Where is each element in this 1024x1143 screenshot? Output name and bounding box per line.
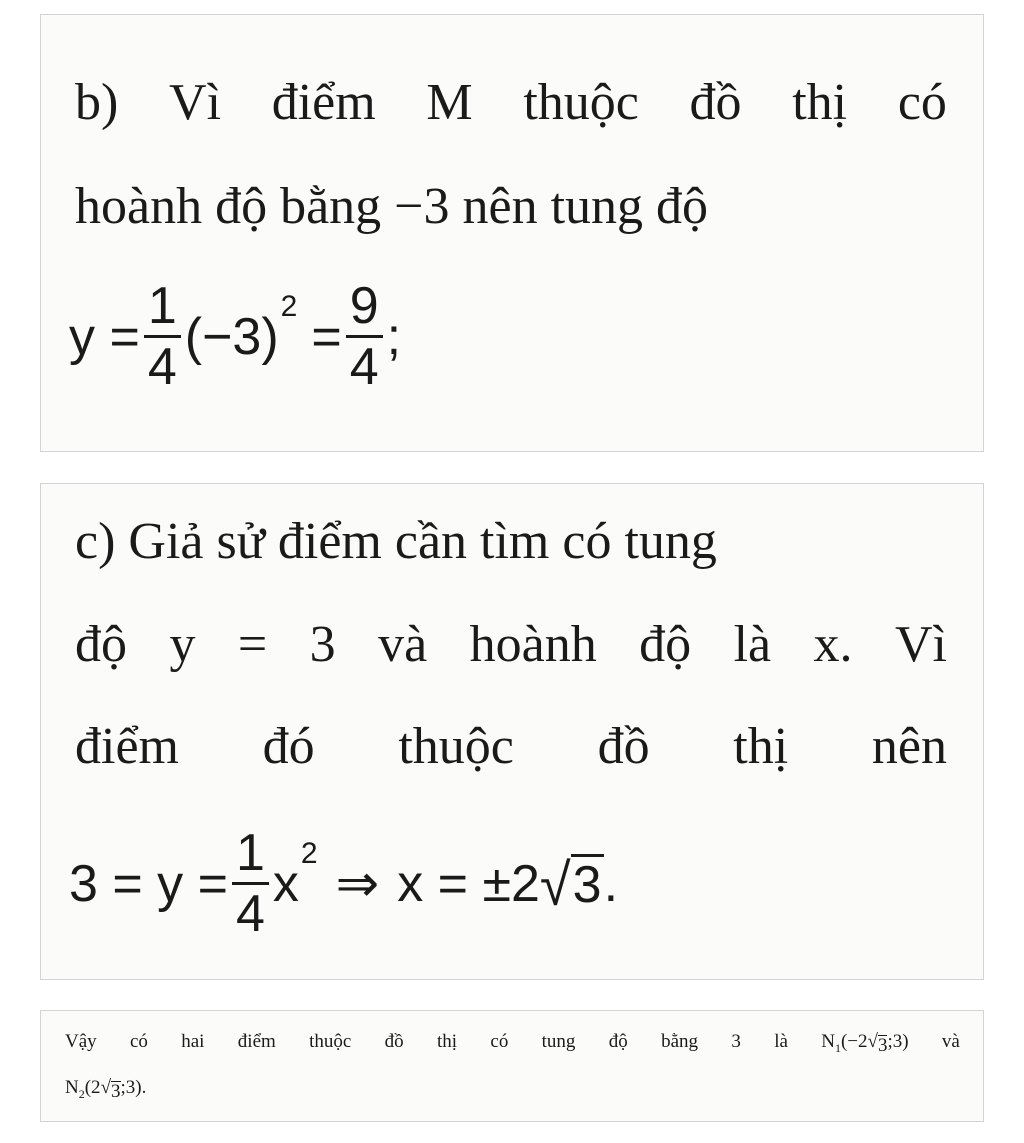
word: đó [262, 718, 315, 775]
part-c-line-2 [75, 615, 947, 675]
word: b) [75, 74, 119, 131]
fraction-nine-quarters [346, 277, 383, 396]
eq-lhs: 3 = y = [69, 854, 228, 913]
word: là [774, 1031, 788, 1052]
numerator: 9 [349, 277, 379, 335]
word: đồ [597, 718, 650, 775]
word: hai [181, 1031, 205, 1052]
conclusion-note [40, 1010, 984, 1122]
point-label: N [65, 1077, 79, 1098]
eq-tail: . [603, 854, 619, 913]
point-n1 [821, 1029, 908, 1061]
exponent: 2 [280, 289, 298, 323]
eq-var: x [272, 854, 299, 913]
point-subscript: 1 [834, 1040, 841, 1055]
point-coord-close: ;3) [887, 1031, 909, 1052]
word: thuộc [523, 74, 639, 131]
word: thị [733, 718, 789, 775]
word: nên [871, 718, 947, 775]
word: độ [608, 1031, 628, 1052]
point-label: N [821, 1031, 835, 1052]
numerator: 1 [147, 277, 177, 335]
part-b-line-1 [75, 73, 947, 133]
square-root [539, 851, 604, 918]
denominator: 4 [349, 338, 379, 396]
point-subscript: 2 [78, 1086, 85, 1101]
word: Vậy [65, 1031, 97, 1052]
word: Vì [894, 616, 947, 673]
fraction-one-quarter [232, 824, 269, 943]
part-c-line-3 [75, 717, 947, 777]
point-coord-open: (2 [84, 1077, 101, 1098]
word: thuộc [398, 718, 514, 775]
denominator: 4 [236, 885, 265, 943]
part-c-equation [69, 824, 618, 943]
word: 3 [731, 1031, 741, 1052]
part-c-line-1: c) Giả sử điểm cần tìm có tung [75, 513, 717, 570]
word: x. [813, 616, 853, 673]
word: độ [75, 616, 127, 673]
word: điểm [271, 74, 376, 131]
square-root [101, 1075, 121, 1101]
eq-rhs: x = ±2 [397, 854, 540, 913]
part-c-card [40, 483, 984, 980]
radicand: 3 [111, 1081, 121, 1102]
word: điểm [75, 718, 179, 775]
part-b-card [40, 14, 984, 452]
part-b-equation [69, 277, 401, 396]
word: có [129, 1031, 148, 1052]
word: thị [792, 74, 848, 131]
radical-sign: √ [539, 851, 571, 918]
word: Vì [169, 74, 222, 131]
radical-sign: √ [867, 1031, 878, 1052]
part-b-line-2: hoành độ bằng −3 nên tung độ [75, 178, 709, 235]
word: y [169, 616, 196, 673]
point-coord-open: (−2 [840, 1031, 868, 1052]
word: độ [639, 616, 692, 673]
word: tung [541, 1031, 576, 1052]
eq-lhs: y = [69, 307, 140, 366]
eq-equals: = [311, 307, 342, 366]
numerator: 1 [236, 824, 265, 882]
word: là [733, 616, 772, 673]
radicand: 3 [572, 856, 602, 914]
word: có [897, 74, 947, 131]
word: thuộc [309, 1031, 352, 1052]
implies-symbol: ⇒ [335, 854, 380, 913]
word: và [378, 616, 428, 673]
word: đồ [384, 1031, 404, 1052]
word: = [237, 616, 268, 673]
point-n2 [65, 1077, 147, 1102]
word: điểm [237, 1031, 276, 1052]
note-line-1 [65, 1029, 960, 1061]
word: bằng [661, 1031, 699, 1052]
denominator: 4 [147, 338, 177, 396]
radical-sign: √ [100, 1077, 111, 1098]
word: có [490, 1031, 509, 1052]
eq-base: (−3) [184, 307, 279, 366]
square-root [868, 1029, 888, 1055]
word: đồ [689, 74, 742, 131]
fraction-one-quarter [144, 277, 181, 396]
point-coord-close: ;3). [120, 1077, 147, 1098]
radicand: 3 [877, 1035, 888, 1056]
word: và [941, 1031, 960, 1052]
word: hoành [469, 616, 597, 673]
word: thị [437, 1031, 458, 1052]
exponent: 2 [300, 836, 318, 870]
eq-tail: ; [386, 307, 402, 366]
word: 3 [309, 616, 336, 673]
note-line-2 [65, 1075, 146, 1107]
word: M [426, 74, 473, 131]
